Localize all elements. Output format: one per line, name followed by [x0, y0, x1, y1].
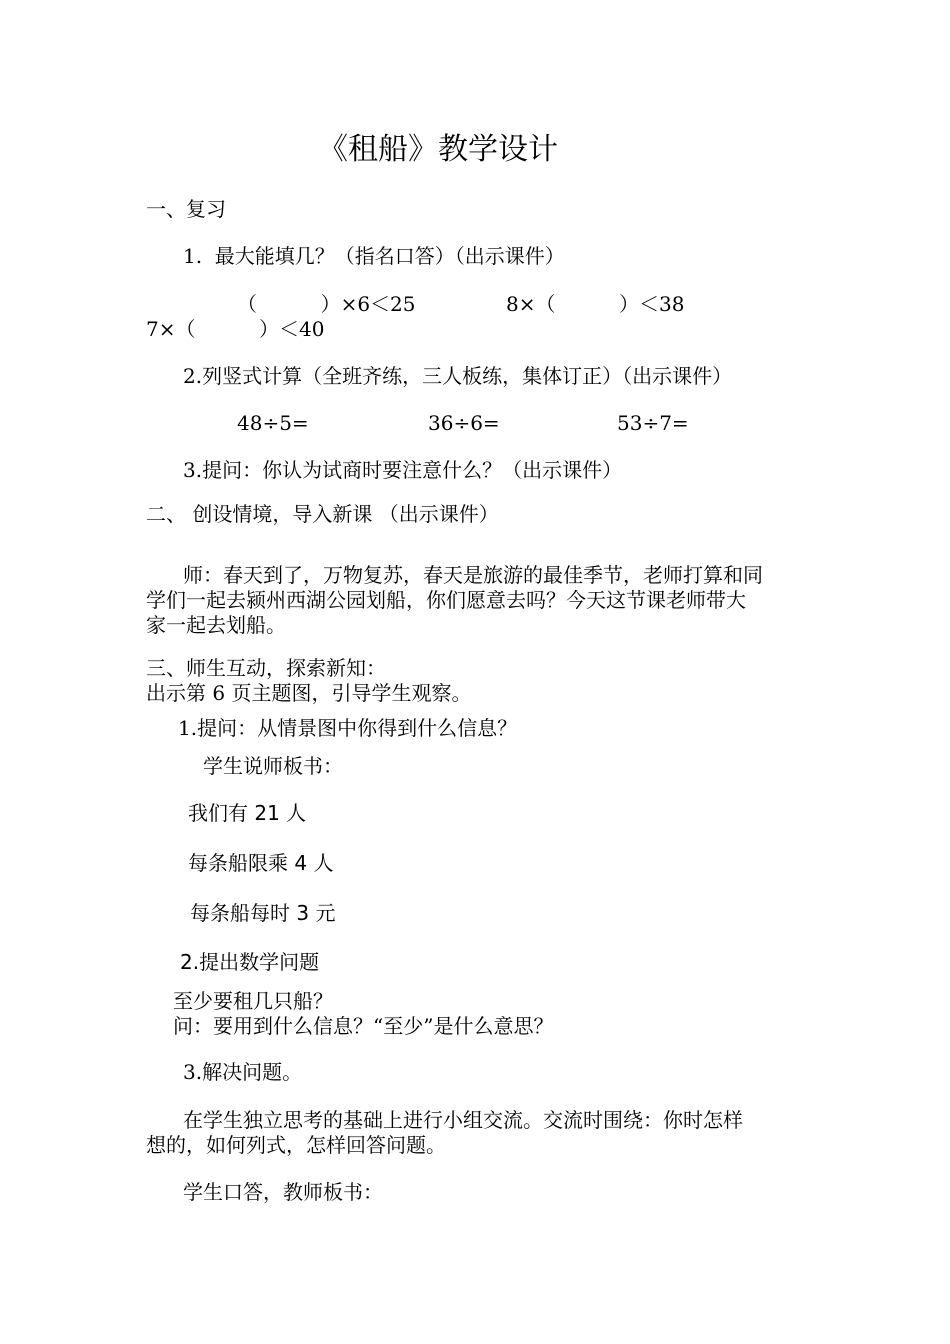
exercise-b: 8×（ ）＜38: [506, 292, 685, 316]
explore-question-2: 2.提出数学问题: [180, 950, 320, 974]
exercise-c: 7×（ ）＜40: [146, 317, 325, 341]
solve-paragraph-line-3: 学生口答，教师板书：: [183, 1180, 383, 1204]
info-people: 我们有 21 人: [188, 801, 307, 825]
calculation-c: 53÷7=: [617, 411, 689, 435]
section-3-intro: 出示第 6 页主题图，引导学生观察。: [146, 681, 472, 705]
explore-question-1: 1.提问：从情景图中你得到什么信息？: [178, 716, 518, 740]
calculation-a: 48÷5=: [237, 411, 309, 435]
solve-paragraph-line-2: 想的，如何列式，怎样回答问题。: [146, 1133, 446, 1157]
info-boat-capacity: 每条船限乘 4 人: [188, 851, 334, 875]
intro-paragraph-line-3: 家一起去划船。: [146, 613, 286, 637]
calculation-b: 36÷6=: [428, 411, 500, 435]
exercise-a: （ ）×6＜25: [237, 292, 416, 316]
info-boat-price: 每条船每时 3 元: [190, 901, 336, 925]
solve-paragraph-line-1: 在学生独立思考的基础上进行小组交流。交流时围绕：你时怎样: [183, 1108, 743, 1132]
section-3-heading: 三、师生互动，探索新知：: [146, 656, 386, 680]
review-question-3: 3.提问：你认为试商时要注意什么？（出示课件）: [183, 458, 623, 482]
intro-paragraph-line-1: 师：春天到了，万物复苏，春天是旅游的最佳季节，老师打算和同: [183, 563, 763, 587]
explore-question-3: 3.解决问题。: [183, 1060, 303, 1084]
review-question-1: 1. 最大能填几？（指名口答）（出示课件）: [183, 244, 565, 268]
explore-question-2-line-1: 至少要租几只船？: [173, 989, 333, 1013]
section-2-heading: 二、 创设情境，导入新课 （出示课件）: [146, 502, 499, 526]
explore-question-2-line-2: 问：要用到什么信息？“至少”是什么意思？: [173, 1014, 554, 1038]
explore-question-1-sub: 学生说师板书：: [203, 754, 343, 778]
intro-paragraph-line-2: 学们一起去颍州西湖公园划船，你们愿意去吗？今天这节课老师带大: [146, 588, 746, 612]
review-question-2: 2.列竖式计算（全班齐练，三人板练，集体订正）（出示课件）: [183, 364, 733, 388]
section-1-heading: 一、复习: [146, 197, 226, 221]
page-title: 《租船》教学设计: [318, 132, 558, 167]
